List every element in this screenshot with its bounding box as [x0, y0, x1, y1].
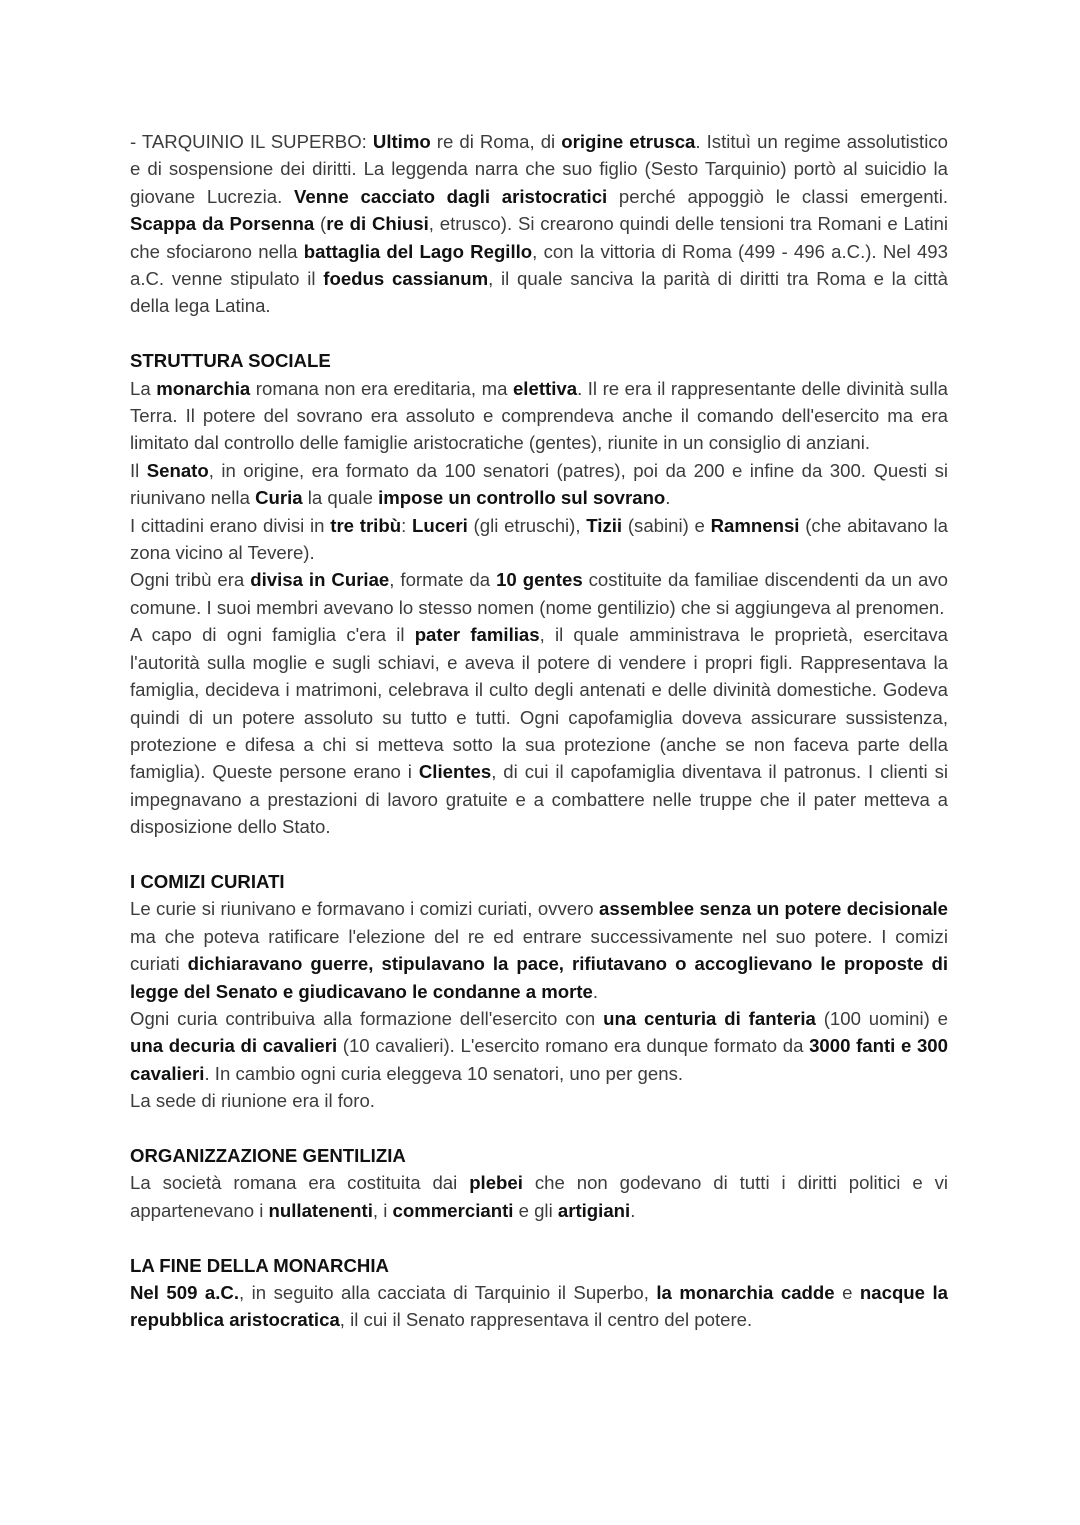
bold-text: commercianti — [392, 1199, 514, 1221]
text-run: . — [592, 980, 599, 1002]
text-run: A capo di ogni famiglia c'era il — [130, 624, 415, 646]
bold-text: monarchia — [156, 377, 251, 399]
paragraph — [130, 1087, 948, 1114]
text-run: , di cui il capofamiglia diventava il patronus. I clienti si impegnavano a prestazioni di lavoro gratuite e a combattere nelle truppe che il pater metteva a disposizione dello Stato. — [130, 761, 949, 838]
section-la-fine-della-monarchia — [130, 1252, 948, 1334]
paragraph — [130, 566, 948, 621]
bold-text: battaglia del Lago Regillo — [303, 240, 533, 262]
bold-text: 10 gentes — [496, 569, 583, 591]
text-run: Il — [130, 459, 147, 481]
bold-text: Senato — [146, 459, 209, 481]
section-heading: STRUTTURA SOCIALE — [130, 350, 331, 372]
bold-text: tre tribù — [330, 514, 402, 536]
text-run: (10 cavalieri). L'esercito romano era dunque formato da — [337, 1035, 810, 1057]
bold-text: re di Chiusi — [326, 213, 429, 235]
paragraph — [130, 895, 948, 1005]
section-heading: I COMIZI CURIATI — [130, 870, 285, 892]
section-organizzazione-gentilizia — [130, 1142, 948, 1224]
text-run: Le curie si riunivano e formavano i comizi curiati, ovvero — [130, 898, 599, 920]
bold-text: pater familias — [414, 624, 540, 646]
text-run: , in seguito alla cacciata di Tarquinio il Superbo, — [239, 1282, 657, 1303]
text-run: romana non era ereditaria, ma — [250, 377, 513, 399]
bold-text: foedus cassianum — [323, 268, 489, 290]
bold-text: Nel 509 a.C. — [130, 1282, 240, 1303]
text-run: , il quale sanciva la parità di diritti tra Roma e la città della lega Latina. — [130, 268, 948, 317]
text-run: - TARQUINIO IL SUPERBO: — [130, 131, 373, 152]
paragraph — [130, 621, 948, 840]
text-run: : — [401, 514, 412, 536]
bold-text: la monarchia cadde — [656, 1282, 835, 1303]
text-run: . In cambio ogni curia eleggeva 10 senatori, uno per gens. — [204, 1062, 684, 1084]
text-run: , con la vittoria di Roma (499 - 496 a.C.). Nel 493 a.C. venne stipulato il — [130, 240, 948, 290]
text-run: La società romana era costituita dai — [130, 1172, 470, 1194]
paragraph — [130, 375, 948, 457]
bold-text: dichiaravano guerre, stipulavano la pace, rifiutavano o accoglievano le proposte di legge del Senato e giudicavano le condanne a morte — [130, 953, 949, 1002]
text-run: costituite da familiae discendenti da un avo comune. I suoi membri avevano lo stesso nomen (nome gentilizio) che si aggiungeva al prenomen. — [130, 569, 948, 618]
bold-text: Tizii — [586, 514, 623, 536]
bold-text: Clientes — [418, 761, 492, 783]
text-run: . Il re era il rappresentante delle divinità sulla Terra. Il potere del sovrano era assoluto e comprendeva anche il comando dell'esercito ma era limitato dal controllo delle famiglie aristocratiche (gentes), riunite in un consiglio di anziani. — [130, 377, 948, 454]
bold-text: nullatenenti — [268, 1199, 373, 1221]
text-run: , i — [372, 1199, 393, 1221]
text-run: La — [130, 377, 157, 399]
bold-text: plebei — [469, 1172, 523, 1194]
text-run: I cittadini erano divisi in — [130, 514, 331, 536]
bold-text: divisa in Curiae — [250, 569, 390, 591]
text-run: ( — [314, 213, 327, 235]
bold-text: impose un controllo sul sovrano — [378, 487, 666, 509]
bold-text: 3000 fanti e 300 cavalieri — [130, 1035, 948, 1084]
bold-text: assemblee senza un potere decisionale — [598, 898, 948, 920]
bold-text: nacque la repubblica aristocratica — [130, 1282, 948, 1331]
tarquinio-paragraph — [130, 128, 948, 320]
sections-container — [130, 347, 948, 1334]
section-struttura-sociale — [130, 347, 948, 840]
bold-text: Scappa da Porsenna — [130, 213, 315, 235]
text-run: e — [834, 1282, 860, 1303]
paragraph — [130, 1279, 948, 1334]
text-run: che non godevano di tutti i diritti politici e vi appartenevano i — [130, 1172, 948, 1221]
paragraph — [130, 457, 948, 512]
text-run: (gli etruschi), — [467, 514, 587, 536]
text-run: . — [630, 1199, 636, 1221]
paragraph — [130, 512, 948, 567]
section-heading: ORGANIZZAZIONE GENTILIZIA — [130, 1144, 406, 1166]
text-run: re di Roma, di — [430, 131, 562, 152]
document-page — [130, 128, 948, 1334]
text-run: perché appoggiò le classi emergenti. — [607, 185, 948, 207]
text-run: . — [665, 487, 671, 509]
bold-text: Ramnensi — [710, 514, 800, 536]
text-run: , il quale amministrava le proprietà, esercitava l'autorità sulla moglie e sugli schiavi, e aveva il potere di vendere i propri figli. Rappresentava la famiglia, decideva i matrimoni, celebrava il culto degli antenati e delle divinità domestiche. Godeva quindi di un potere assoluto su tutto e tutti. Ogni capofamiglia doveva assicurare sussistenza, protezione e difesa a chi si metteva sotto la sua protezione (anche se non faceva parte della famiglia). Queste persone erano i — [130, 624, 948, 783]
text-run: , formate da — [389, 569, 497, 591]
paragraph — [130, 1005, 948, 1087]
text-run: (che abitavano la zona vicino al Tevere). — [130, 514, 948, 564]
text-run: (100 uomini) e — [815, 1007, 948, 1029]
text-run: la quale — [302, 487, 379, 509]
text-run: ma che poteva ratificare l'elezione del re ed entrare successivamente nel suo potere. I comizi curiati — [130, 925, 948, 975]
bold-text: una centuria di fanteria — [603, 1007, 816, 1029]
text-run: Ogni curia contribuiva alla formazione dell'esercito con — [130, 1007, 604, 1029]
text-run: e gli — [513, 1199, 558, 1221]
text-run: , il cui il Senato rappresentava il centro del potere. — [339, 1309, 753, 1331]
text-run: , etrusco). Si crearono quindi delle tensioni tra Romani e Latini che sfociarono nella — [130, 213, 948, 262]
section-heading: LA FINE DELLA MONARCHIA — [130, 1254, 389, 1276]
bold-text: Ultimo — [372, 131, 431, 152]
text-run: . Istituì un regime assolutistico e di sospensione dei diritti. La leggenda narra che suo figlio (Sesto Tarquinio) portò al suicidio la giovane Lucrezia. — [130, 131, 948, 207]
bold-text: artigiani — [557, 1199, 631, 1221]
bold-text: Curia — [255, 487, 303, 509]
text-run: Ogni tribù era — [130, 569, 251, 591]
bold-text: Luceri — [411, 514, 468, 536]
bold-text: una decuria di cavalieri — [130, 1035, 338, 1057]
bold-text: Venne cacciato dagli aristocratici — [294, 185, 608, 207]
text-run: (sabini) e — [622, 514, 711, 536]
section-i-comizi-curiati — [130, 868, 948, 1115]
bold-text: elettiva — [512, 377, 578, 399]
text-run: La sede di riunione era il foro. — [130, 1090, 375, 1112]
paragraph — [130, 1169, 948, 1224]
text-run: , in origine, era formato da 100 senatori (patres), poi da 200 e infine da 300. Questi si riunivano nella — [130, 459, 948, 509]
bold-text: origine etrusca — [561, 131, 696, 152]
